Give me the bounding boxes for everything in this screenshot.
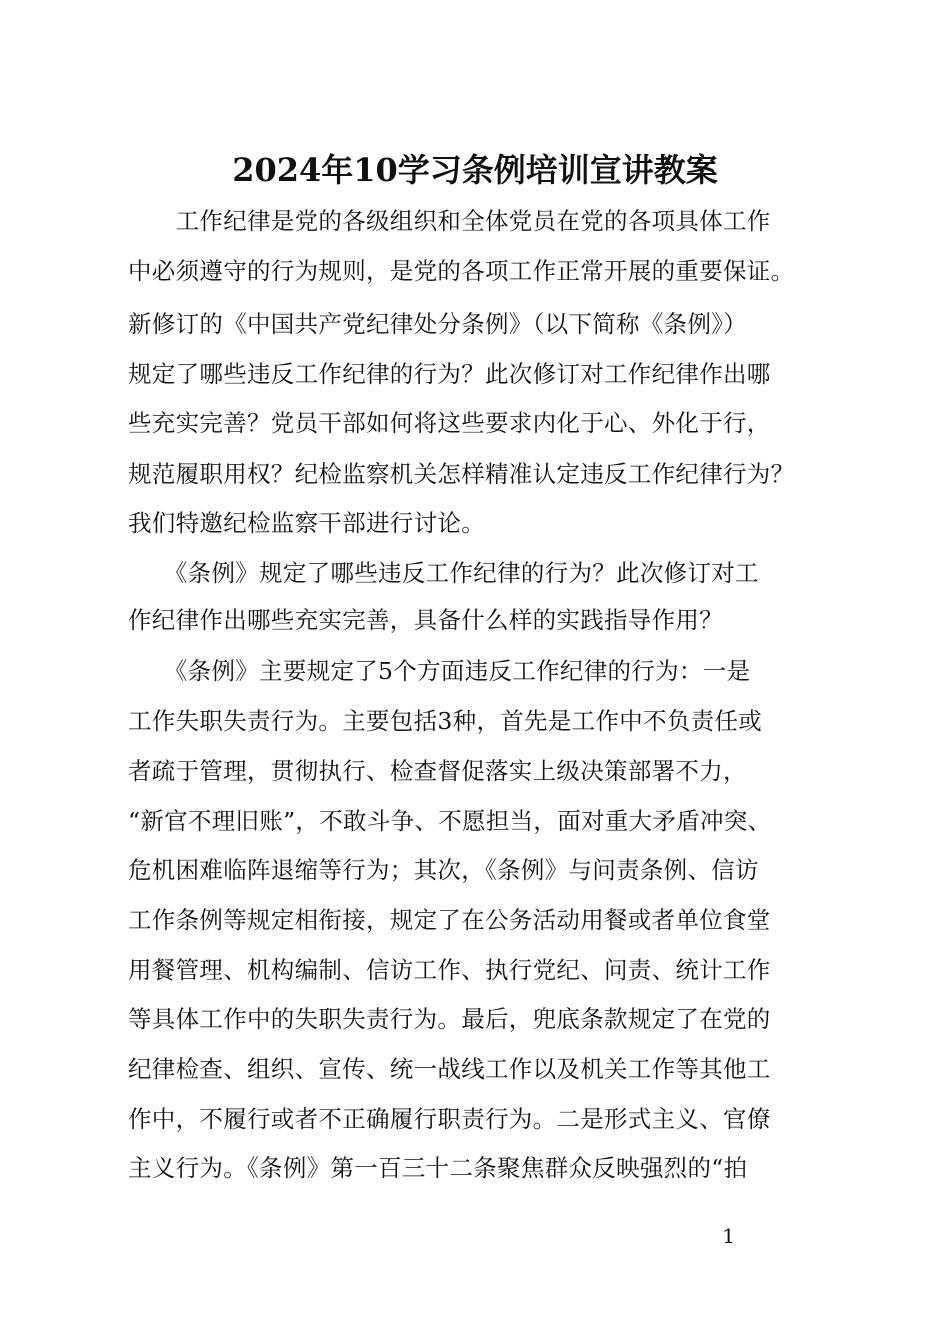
body-line: 者疏于管理，贯彻执行、检查督促落实上级决策部署不力， <box>128 757 747 785</box>
body-line: 作纪律作出哪些充实完善，具备什么样的实践指导作用？ <box>128 606 723 634</box>
page-number: 1 <box>722 1224 735 1248</box>
body-line: 危机困难临阵退缩等行为；其次，《条例》与问责条例、信访 <box>128 856 759 884</box>
body-line: 主义行为。《条例》第一百三十二条聚焦群众反映强烈的“拍 <box>128 1154 748 1182</box>
body-line: 等具体工作中的失职失责行为。最后，兜底条款规定了在党的 <box>128 1005 771 1033</box>
document-title: 2024年10学习条例培训宣讲教案 <box>232 151 718 189</box>
body-line: 规定了哪些违反工作纪律的行为？此次修订对工作纪律作出哪 <box>128 360 771 388</box>
body-line: 作中，不履行或者不正确履行职责行为。二是形式主义、官僚 <box>128 1105 771 1133</box>
body-line: 工作失职失责行为。主要包括3种，首先是工作中不负责任或 <box>128 707 763 735</box>
body-line: 《条例》主要规定了5个方面违反工作纪律的行为：一是 <box>128 657 751 685</box>
body-line: 规范履职用权？纪检监察机关怎样精准认定违反工作纪律行为？ <box>128 460 795 488</box>
body-line: 新修订的《中国共产党纪律处分条例》（以下简称《条例》） <box>128 310 748 338</box>
body-line: 中必须遵守的行为规则，是党的各项工作正常开展的重要保证。 <box>128 257 795 285</box>
body-line: 用餐管理、机构编制、信访工作、执行党纪、问责、统计工作 <box>128 956 771 984</box>
body-line: 《条例》规定了哪些违反工作纪律的行为？此次修订对工 <box>128 559 759 587</box>
body-line: 纪律检查、组织、宣传、统一战线工作以及机关工作等其他工 <box>128 1055 771 1083</box>
body-line: 些充实完善？党员干部如何将这些要求内化于心、外化于行， <box>128 409 771 437</box>
body-line: 工作纪律是党的各级组织和全体党员在党的各项具体工作 <box>128 207 771 235</box>
body-line: 我们特邀纪检监察干部进行讨论。 <box>128 509 485 537</box>
body-line: “新官不理旧账”，不敢斗争、不愿担当，面对重大矛盾冲突、 <box>128 807 772 835</box>
body-line: 工作条例等规定相衔接，规定了在公务活动用餐或者单位食堂 <box>128 906 771 934</box>
